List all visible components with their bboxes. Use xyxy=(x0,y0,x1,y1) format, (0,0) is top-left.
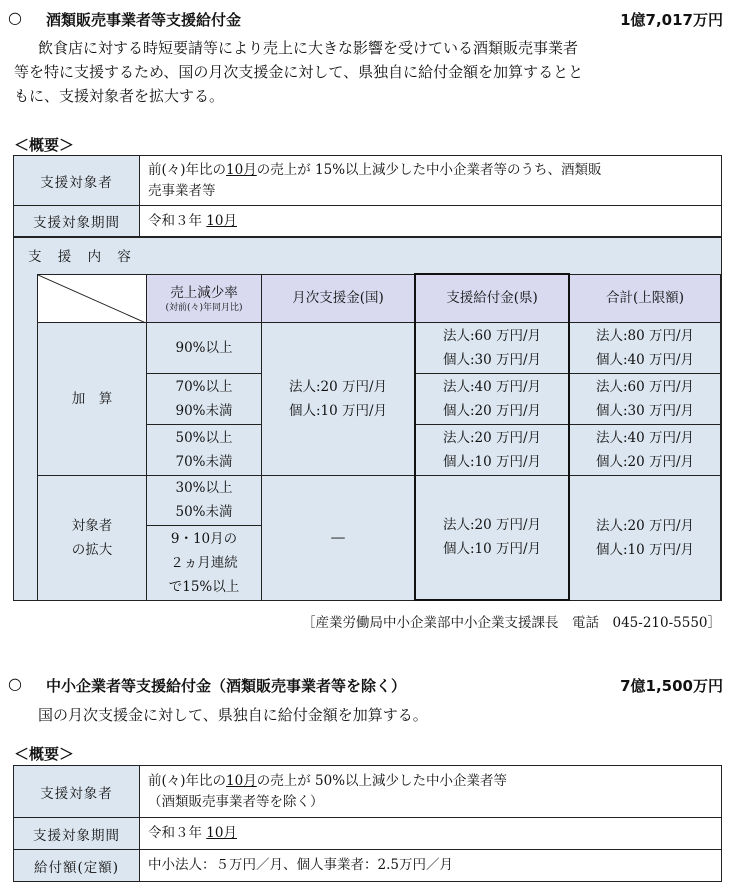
circle-bullet-icon: ○ xyxy=(8,8,22,27)
section1-header xyxy=(8,8,723,32)
period-label: 支援対象期間 xyxy=(14,818,140,850)
section1-overview-label: ＜概要＞ xyxy=(14,136,75,154)
rate-cell: 70%以上 90%未満 xyxy=(147,373,262,424)
section2-amount: 7億1,500万円 xyxy=(620,677,723,695)
rate-cell: 9・10月の ２ヵ月連続 で15%以上 xyxy=(147,525,262,600)
target-value: 前(々)年比の10月の売上が 15%以上減少した中小企業者等のうち、酒類販 売事業者等 xyxy=(140,156,722,206)
section1-info-table xyxy=(13,155,722,237)
rate-cell: 50%以上 70%未満 xyxy=(147,424,262,475)
col-header-prefecture: 支援給付金(県) xyxy=(415,274,569,322)
period-value: 令和３年 10月 xyxy=(140,206,722,237)
prefecture-cell: 法人:20 万円/月 個人:10 万円/月 xyxy=(415,475,569,600)
section1-description: 飲食店に対する時短要請等により売上に大きな影響を受けている酒類販売事業者 等を特に支援するため、国の月次支援金に対して、県独自に給付金額を加算するとと もに、支援対象者を拡大する。 xyxy=(14,39,584,105)
col-header-total: 合計(上限額) xyxy=(569,274,721,322)
amount-label: 給付額(定額) xyxy=(14,850,140,882)
total-cell: 法人:40 万円/月 個人:20 万円/月 xyxy=(569,424,721,475)
prefecture-cell: 法人:40 万円/月 個人:20 万円/月 xyxy=(415,373,569,424)
national-cell: 法人:20 万円/月 個人:10 万円/月 xyxy=(262,322,416,475)
section2-header xyxy=(8,674,723,698)
period-value: 令和３年 10月 xyxy=(140,818,722,850)
prefecture-cell: 法人:20 万円/月 個人:10 万円/月 xyxy=(415,424,569,475)
amount-value: 中小法人：５万円／月、個人事業者：2.5万円／月 xyxy=(140,850,722,882)
national-none-cell: ― xyxy=(262,475,416,600)
target-value: 前(々)年比の10月の売上が 50%以上減少した中小企業者等 （酒類販売事業者等を除く） xyxy=(140,766,722,818)
prefecture-cell: 法人:60 万円/月 個人:30 万円/月 xyxy=(415,322,569,373)
circle-bullet-icon: ○ xyxy=(8,674,22,693)
total-cell: 法人:20 万円/月 個人:10 万円/月 xyxy=(569,475,721,600)
section2-title: 中小企業者等支援給付金（酒類販売事業者等を除く） xyxy=(46,677,407,695)
support-content-label: 支 援 内 容 xyxy=(28,249,137,265)
diagonal-line xyxy=(38,275,146,323)
rate-cell: 30%以上 50%未満 xyxy=(147,475,262,525)
section2-info-table xyxy=(13,765,722,882)
col-header-national: 月次支援金(国) xyxy=(262,274,416,322)
target-label: 支援対象者 xyxy=(14,766,140,818)
section2-description: 国の月次支援金に対して、県独自に給付金額を加算する。 xyxy=(38,706,428,724)
rate-cell: 90%以上 xyxy=(147,322,262,373)
grid-corner-cell xyxy=(38,274,147,322)
total-cell: 法人:60 万円/月 個人:30 万円/月 xyxy=(569,373,721,424)
support-grid xyxy=(37,273,721,601)
group-expand-label: 対象者 の拡大 xyxy=(38,475,147,600)
total-cell: 法人:80 万円/月 個人:40 万円/月 xyxy=(569,322,721,373)
section1-title: 酒類販売事業者等支援給付金 xyxy=(46,11,242,29)
section2-overview-label: ＜概要＞ xyxy=(14,745,75,763)
section1-amount: 1億7,017万円 xyxy=(620,11,723,29)
contact-info: ［産業労働局中小企業部中小企業支援課長 電話 045-210-5550］ xyxy=(301,615,721,631)
group-add-label: 加 算 xyxy=(38,322,147,475)
target-label: 支援対象者 xyxy=(14,156,140,206)
col-header-rate: 売上減少率 (対前(々)年同月比) xyxy=(147,274,262,322)
period-label: 支援対象期間 xyxy=(14,206,140,237)
